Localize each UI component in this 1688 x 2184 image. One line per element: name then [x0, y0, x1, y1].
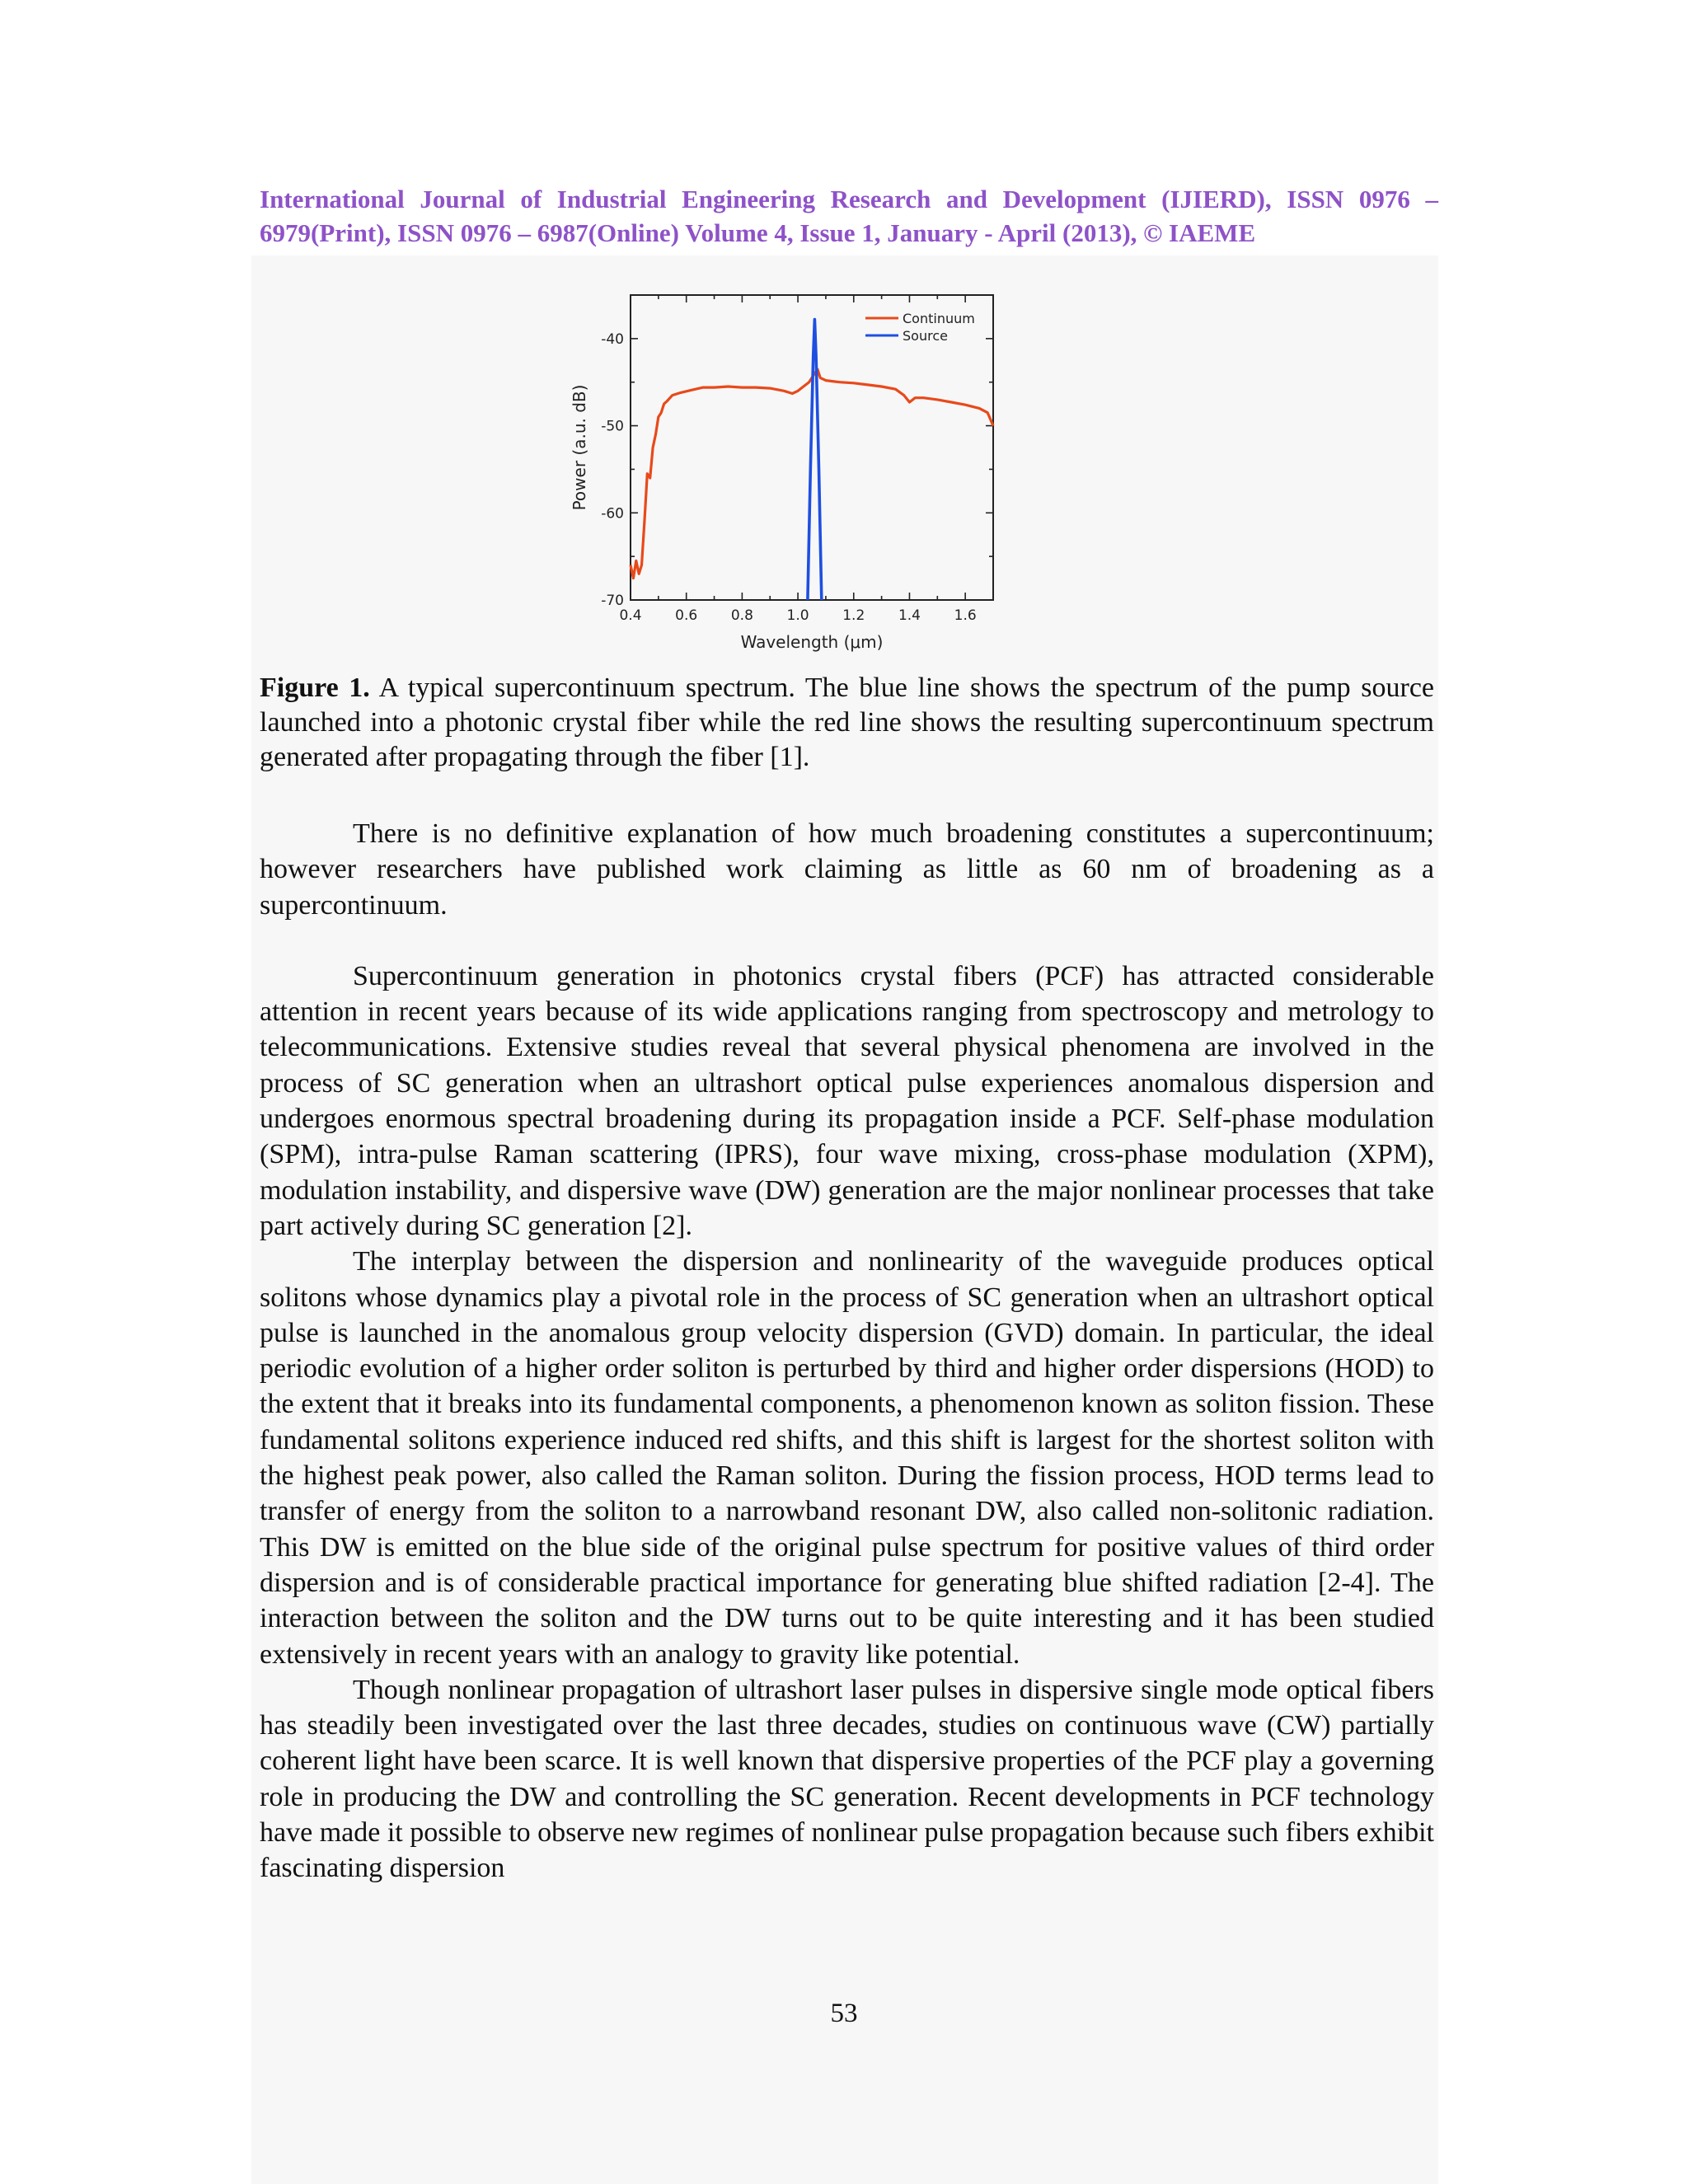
x-tick-label: 0.8: [730, 607, 753, 624]
y-tick-label: -40: [601, 330, 624, 348]
x-axis-label: Wavelength (μm): [740, 632, 884, 652]
figure-label: Figure 1.: [260, 673, 370, 703]
paragraph: There is no definitive explanation of how much broadening constitutes a supercontinuum; however researchers have published work claiming as little as 60 nm of broadening as a supercontinuum.: [260, 818, 1434, 921]
paragraph: Though nonlinear propagation of ultrashort laser pulses in dispersive single mode optical fibers has steadily been investigated over the last three decades, studies on continuous wave (CW) partially coherent light have been scarce. It is well known that dispersive properties of the PCF play a governing role in producing the DW and controlling the SC generation. Recent developments in PCF technology have made it possible to observe new regimes of nonlinear pulse propagation because such fibers exhibit fascinating dispersion: [260, 1674, 1434, 1884]
figure-caption-text: A typical supercontinuum spectrum. The blue line shows the spectrum of the pump source launched into a photonic crystal fiber while the red line shows the resulting supercontinuum spectrum generated after propagating through the fiber [1].: [260, 673, 1434, 772]
y-tick-label: -60: [601, 505, 624, 523]
y-axis-label: Power (a.u. dB): [570, 384, 589, 511]
x-tick-label: 1.2: [842, 607, 865, 624]
legend-label-continuum: Continuum: [903, 311, 975, 326]
header-line-1: International Journal of Industrial Engineering Research and Development (IJIERD), ISSN 0976 –: [260, 185, 1438, 213]
series-line-source: [808, 320, 822, 600]
paragraph: Supercontinuum generation in photonics crystal fibers (PCF) has attracted considerable attention in recent years because of its wide applications ranging from spectroscopy and metrology to telecommunications. Extensive studies reveal that several physical phenomena are involved in the process of SC generation when an ultrashort optical pulse experiences anomalous dispersion and undergoes enormous spectral broadening during its propagation inside a PCF. Self-phase modulation (SPM), intra-pulse Raman scattering (IPRS), four wave mixing, cross-phase modulation (XPM), modulation instability, and dispersive wave (DW) generation are the major nonlinear processes that take part actively during SC generation [2].: [260, 960, 1434, 1241]
x-tick-label: 0.6: [675, 607, 698, 624]
page-number: 53: [830, 1999, 858, 2028]
x-tick-label: 1.4: [898, 607, 921, 624]
paragraph: The interplay between the dispersion and nonlinearity of the waveguide produces optical solitons whose dynamics play a pivotal role in the process of SC generation when an ultrashort optical pulse is launched in the anomalous group velocity dispersion (GVD) domain. In particular, the ideal periodic evolution of a higher order soliton is perturbed by third and higher order dispersions (HOD) to the extent that it breaks into its fundamental components, a phenomenon known as soliton fission. These fundamental solitons experience induced red shifts, and this shift is largest for the shortest soliton with the highest peak power, also called the Raman soliton. During the fission process, HOD terms lead to transfer of energy from the soliton to a narrowband resonant DW, also called non-solitonic radiation. This DW is emitted on the blue side of the original pulse spectrum for positive values of third order dispersion and is of considerable practical importance for generating blue shifted radiation [2-4]. The interaction between the soliton and the DW turns out to be quite interesting and it has been studied extensively in recent years with an analogy to gravity like potential.: [260, 1246, 1434, 1670]
x-tick-label: 1.6: [954, 607, 977, 624]
x-tick-label: 1.0: [786, 607, 809, 624]
y-tick-label: -50: [601, 418, 624, 435]
supercontinuum-chart: [560, 287, 1030, 674]
body-text: [260, 816, 1434, 1886]
legend-label-source: Source: [903, 328, 948, 344]
journal-header: [260, 182, 1438, 250]
header-line-2: 6979(Print), ISSN 0976 – 6987(Online) Volume 4, Issue 1, January - April (2013), © IAEME: [260, 218, 1256, 247]
figure-caption: [260, 671, 1434, 775]
x-tick-label: 0.4: [619, 607, 642, 624]
y-tick-label: -70: [601, 593, 624, 609]
